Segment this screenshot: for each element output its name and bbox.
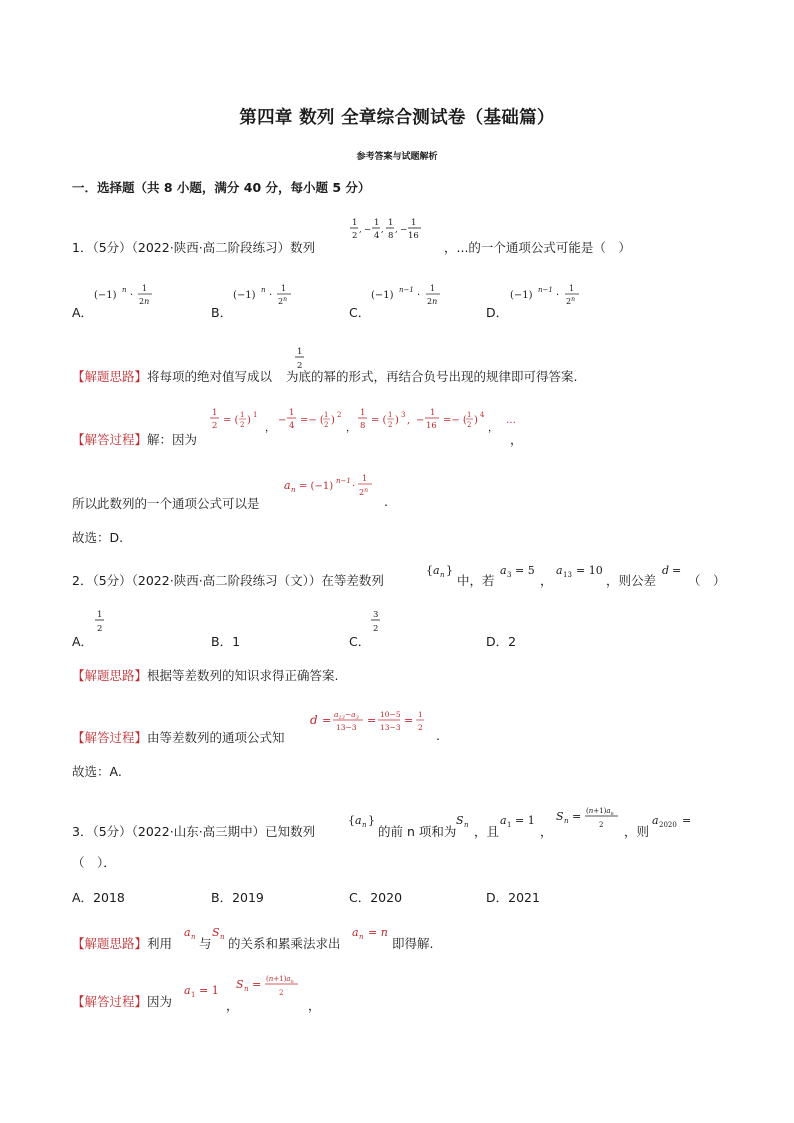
svg-text:{: { — [426, 564, 433, 577]
q1-idea-fraction — [294, 345, 306, 373]
q3-option-b — [211, 888, 264, 906]
svg-text:1: 1 — [253, 411, 258, 419]
svg-text:): ) — [474, 415, 478, 426]
svg-text:n−1: n−1 — [399, 286, 414, 294]
svg-text:=− (: =− ( — [443, 415, 467, 426]
q1-suffix: ，...的一个通项公式可能是（ ） — [444, 240, 631, 255]
q3-option-d — [486, 888, 540, 906]
svg-text:1: 1 — [411, 218, 417, 228]
svg-text:n: n — [440, 571, 445, 579]
q2-option-d-label: D． — [486, 634, 509, 649]
section-heading: 一．选择题（共 8 小题，满分 40 分，每小题 5 分） — [72, 180, 371, 195]
svg-text:4: 4 — [289, 421, 295, 431]
q3-option-a-value: 2018 — [93, 890, 125, 905]
svg-text:4: 4 — [480, 411, 485, 419]
svg-text:2: 2 — [418, 723, 423, 732]
svg-text:n: n — [362, 821, 367, 829]
svg-text:，: ， — [265, 423, 275, 434]
svg-text:3: 3 — [373, 610, 379, 620]
q1-stem — [72, 238, 315, 256]
svg-text:a: a — [500, 814, 507, 827]
svg-text:a: a — [500, 564, 507, 577]
svg-text:n: n — [244, 985, 249, 993]
q3-idea-a — [72, 934, 172, 952]
svg-text:): ) — [395, 415, 399, 426]
q2-mid1: 中，若 — [457, 573, 495, 588]
svg-text:13−3: 13−3 — [380, 723, 401, 732]
svg-text:a: a — [184, 926, 191, 939]
svg-text:= (−1): = (−1) — [299, 481, 334, 492]
q2-option-d — [486, 632, 516, 650]
svg-text:·: · — [556, 290, 560, 301]
svg-text:=: = — [572, 810, 582, 823]
svg-text:n: n — [261, 286, 266, 294]
svg-text:a13−a3: $a_{13}-a_3$ — [334, 710, 359, 721]
svg-text:n: n — [564, 817, 569, 825]
q3-option-d-value: 2021 — [508, 890, 540, 905]
svg-text:·: · — [130, 290, 134, 301]
svg-text:−: − — [416, 415, 425, 426]
q3-eq-a1 — [500, 810, 544, 832]
q2-idea-text: 根据等差数列的知识求得正确答案. — [147, 668, 339, 683]
q3-process-eq2 — [236, 970, 308, 1000]
q1-option-c-formula — [369, 282, 449, 310]
svg-text:a: a — [284, 479, 291, 492]
q1-process-text: 解：因为 — [147, 432, 198, 447]
q3-stem-line2: （ ）． — [72, 855, 116, 870]
svg-text:(−1): (−1) — [233, 290, 256, 301]
svg-text:16: 16 — [408, 231, 419, 241]
q1-option-b-formula — [231, 282, 299, 310]
svg-text:1: 1 — [507, 821, 512, 829]
q2-eq-d — [662, 560, 690, 582]
svg-text:1: 1 — [281, 284, 287, 293]
q3-idea-text-a: 利用 — [147, 936, 173, 951]
svg-text:): ) — [247, 415, 251, 426]
q3-mid1: 的前 n 项和为 — [378, 824, 457, 839]
svg-text:2n: 2$^n$ — [566, 296, 575, 306]
svg-text:d: d — [310, 713, 318, 727]
svg-text:−: − — [364, 225, 372, 235]
svg-text:1: 1 — [212, 408, 218, 418]
svg-text:2: 2 — [388, 421, 393, 429]
svg-text:1: 1 — [374, 218, 380, 228]
svg-text:1: 1 — [360, 408, 366, 418]
q1-option-a-formula — [92, 282, 160, 310]
q3-process-end: ， — [308, 998, 321, 1013]
q3-idea-eq — [352, 922, 394, 944]
svg-text:1: 1 — [324, 411, 329, 419]
q2-suffix: （ ） — [688, 573, 726, 588]
q2-idea-tag: 【解题思路】 — [72, 668, 148, 683]
svg-text:·: · — [269, 290, 273, 301]
svg-text:2: 2 — [373, 624, 379, 634]
svg-text:=− (: =− ( — [300, 415, 324, 426]
svg-text:n−1: n−1 — [538, 286, 553, 294]
q2-process-text: 由等差数列的通项公式知 — [147, 730, 285, 745]
q1-conclusion-end: . — [384, 494, 388, 509]
svg-text:S: S — [556, 810, 564, 823]
svg-text:(−1): (−1) — [94, 290, 117, 301]
svg-text:= 1: = 1 — [515, 814, 535, 827]
q3-option-c-value: 2020 — [370, 890, 403, 905]
svg-text:= n: = n — [368, 926, 388, 939]
q2-option-a-label: A． — [72, 634, 94, 649]
q3-process-comma: ， — [226, 998, 239, 1013]
q1-answer: 故选：D. — [72, 530, 124, 545]
svg-text:= 10: = 10 — [576, 564, 603, 577]
q2-option-c-value — [370, 608, 382, 636]
svg-text:n: n — [359, 933, 364, 941]
q3-option-b-value: 2019 — [232, 890, 264, 905]
page-title: 第四章 数列 全章综合测试卷（基础篇） — [239, 108, 555, 128]
svg-text:10−5: 10−5 — [380, 710, 401, 719]
svg-text:−: − — [400, 225, 408, 235]
svg-text:=: = — [672, 564, 682, 577]
q1-conclusion: 所以此数列的一个通项公式可以是 — [72, 496, 260, 511]
q3-option-b-label: B． — [211, 890, 233, 905]
svg-text:(−1): (−1) — [510, 290, 533, 301]
svg-text:= 5: = 5 — [515, 564, 535, 577]
q1-idea — [72, 367, 578, 385]
svg-text:(n+1)an: $(n+1)a_n$ — [266, 975, 294, 985]
svg-text:·: · — [417, 290, 421, 301]
q1-conclusion-formula — [282, 470, 392, 502]
svg-text:2n: 2$^n$ — [359, 487, 368, 497]
q3-option-c — [349, 888, 402, 906]
svg-text:1: 1 — [297, 347, 303, 357]
svg-text:=: = — [682, 814, 692, 827]
q1-idea-text-b: 为底的幂的形式，再结合负号出现的规律即可得答案. — [286, 369, 578, 384]
svg-text:,: , — [395, 225, 398, 235]
svg-text:=: = — [367, 714, 377, 727]
svg-text:a: a — [652, 814, 659, 827]
q3-idea-tag: 【解题思路】 — [72, 936, 148, 951]
q1-option-c-label: C． — [349, 305, 371, 320]
svg-text:2: 2 — [352, 231, 358, 241]
svg-text:1: 1 — [467, 411, 472, 419]
q2-eq-a13 — [556, 560, 612, 582]
svg-text:= 1: = 1 — [199, 984, 219, 997]
q2-option-c-label: C． — [349, 634, 371, 649]
q2-option-a-value — [94, 608, 106, 636]
svg-text:1: 1 — [289, 408, 295, 418]
svg-text:2020: 2020 — [659, 821, 677, 829]
svg-text:1: 1 — [240, 411, 245, 419]
svg-text:,: , — [359, 225, 362, 235]
q1-option-a-label: A． — [72, 305, 94, 320]
svg-text:2: 2 — [337, 411, 342, 419]
svg-text:1: 1 — [142, 284, 148, 293]
q2-process-formula — [310, 706, 440, 738]
svg-text:}: } — [368, 814, 375, 827]
q3-idea-b: 与 — [199, 936, 212, 951]
q1-option-d-label: D． — [486, 305, 509, 320]
q3-idea-d: 即得解. — [392, 936, 434, 951]
page-subtitle: 参考答案与试题解析 — [356, 152, 438, 162]
q3-stem-prefix: 3．（5分）（2022·山东·高三期中）已知数列 — [72, 824, 316, 839]
svg-text:,: , — [407, 415, 411, 426]
svg-text:1: 1 — [352, 218, 358, 228]
svg-text:…: … — [506, 415, 516, 426]
svg-text:2: 2 — [97, 624, 103, 634]
svg-text:= (: = ( — [371, 415, 387, 426]
q3-mid2: ，且 — [474, 824, 500, 839]
q3-option-c-label: C． — [349, 890, 371, 905]
svg-text:3: 3 — [401, 411, 406, 419]
svg-text:3: 3 — [507, 571, 512, 579]
svg-text:n: n — [191, 933, 196, 941]
svg-text:,: , — [381, 225, 384, 235]
svg-text:，: ， — [346, 423, 356, 434]
q3-comma: ， — [540, 824, 553, 839]
svg-text:2n: 2n — [139, 297, 150, 306]
q1-idea-text-a: 将每项的绝对值写成以 — [147, 369, 273, 384]
q2-option-d-value: 2 — [508, 634, 517, 649]
svg-text:(n+1)an: $(n+1)a_n$ — [586, 807, 614, 817]
q2-option-b-label: B． — [211, 634, 233, 649]
svg-text:，: ， — [488, 423, 498, 434]
svg-text:1: 1 — [362, 474, 368, 483]
svg-text:16: 16 — [426, 421, 437, 431]
svg-text:8: 8 — [360, 421, 366, 431]
svg-text:2n: 2$^n$ — [278, 296, 287, 306]
q1-process-formula — [210, 404, 540, 438]
q3-option-d-label: D． — [486, 890, 509, 905]
svg-text:1: 1 — [430, 284, 436, 293]
svg-text:1: 1 — [97, 610, 103, 620]
svg-text:): ) — [331, 415, 335, 426]
svg-text:a: a — [556, 564, 563, 577]
svg-text:{: { — [348, 814, 355, 827]
q2-stem-prefix: 2．（5分）（2022·陕西·高二阶段练习（文））在等差数列 — [72, 573, 384, 588]
q2-idea — [72, 666, 339, 684]
q1-process-tag: 【解答过程】 — [72, 432, 148, 447]
q3-mid3: ，则 — [624, 824, 650, 839]
svg-text:8: 8 — [388, 231, 394, 241]
svg-text:13−3: 13−3 — [336, 723, 357, 732]
q3-option-a-label: A． — [72, 890, 94, 905]
svg-text:n: n — [220, 933, 225, 941]
svg-text:2n: 2n — [427, 297, 438, 306]
svg-text:a: a — [184, 984, 191, 997]
q2-mid2: ，则公差 — [606, 573, 657, 588]
svg-text:1: 1 — [388, 411, 393, 419]
svg-text:n−1: n−1 — [336, 477, 351, 485]
svg-text:a: a — [355, 814, 362, 827]
svg-text:2: 2 — [240, 421, 245, 429]
q1-prefix: 1．（5分）（2022·陕西·高二阶段练习）数列 — [72, 240, 316, 255]
svg-text:S: S — [212, 926, 220, 939]
svg-text:2: 2 — [297, 361, 303, 371]
svg-text:a: a — [352, 926, 359, 939]
svg-text:2: 2 — [467, 421, 472, 429]
svg-text:−: − — [278, 415, 287, 426]
svg-text:}: } — [446, 564, 453, 577]
q2-process-tag: 【解答过程】 — [72, 730, 148, 745]
svg-text:d: d — [662, 564, 670, 577]
q3-eq-sn — [556, 802, 628, 832]
q3-process-text: 因为 — [147, 994, 173, 1009]
svg-text:2: 2 — [324, 421, 329, 429]
q2-process-end: . — [436, 728, 440, 743]
svg-text:n: n — [122, 286, 127, 294]
q3-process — [72, 992, 172, 1010]
svg-text:1: 1 — [569, 284, 575, 293]
q1-idea-tag: 【解题思路】 — [72, 369, 148, 384]
svg-text:1: 1 — [191, 991, 196, 999]
svg-text:= (: = ( — [223, 415, 239, 426]
q1-process — [72, 430, 197, 448]
svg-text:a: a — [433, 564, 440, 577]
svg-text:2: 2 — [279, 989, 284, 997]
svg-text:2: 2 — [599, 821, 604, 829]
svg-text:S: S — [236, 978, 244, 991]
q1-option-d-formula — [508, 282, 588, 310]
q2-answer: 故选：A. — [72, 764, 122, 779]
svg-text:=: = — [322, 714, 332, 727]
svg-text:n: n — [291, 486, 296, 494]
q3-process-tag: 【解答过程】 — [72, 994, 148, 1009]
q2-eq-a3 — [500, 560, 544, 582]
q2-comma: ， — [540, 573, 553, 588]
q3-process-eq1 — [184, 980, 228, 1002]
svg-text:4: 4 — [374, 231, 380, 241]
q1-process-end: ， — [510, 432, 523, 447]
svg-text:1: 1 — [430, 408, 436, 418]
q3-option-a — [72, 888, 125, 906]
q2-option-b — [211, 632, 240, 650]
svg-text:=: = — [252, 978, 262, 991]
svg-text:·: · — [352, 481, 356, 492]
q3-eq-a2020 — [652, 810, 700, 832]
q3-idea-c: 的关系和累乘法求出 — [228, 936, 341, 951]
svg-text:n: n — [464, 821, 469, 829]
svg-text:1: 1 — [418, 710, 423, 719]
svg-text:13: 13 — [563, 571, 572, 579]
svg-text:(−1): (−1) — [371, 290, 394, 301]
q2-process — [72, 728, 285, 746]
q2-option-b-value: 1 — [232, 634, 241, 649]
svg-text:=: = — [404, 714, 414, 727]
svg-text:S: S — [456, 814, 464, 827]
q1-option-b-label: B． — [211, 305, 233, 320]
svg-text:1: 1 — [388, 218, 394, 228]
svg-text:2: 2 — [212, 421, 218, 431]
